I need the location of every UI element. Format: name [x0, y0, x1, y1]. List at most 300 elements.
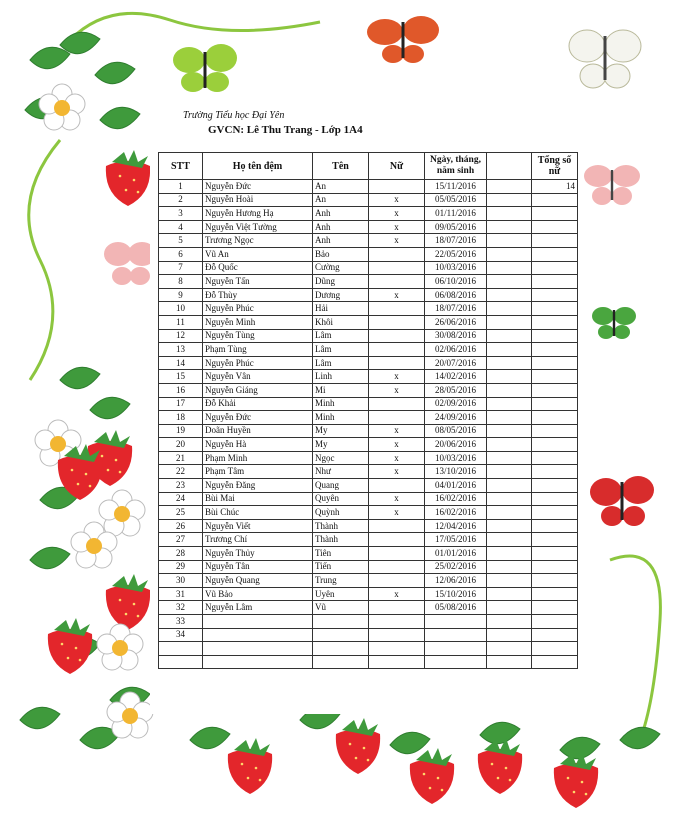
cell-dob: 06/10/2016	[425, 275, 487, 289]
cell-stt: 27	[159, 533, 203, 547]
table-row	[159, 615, 578, 629]
cell-surname	[203, 642, 313, 656]
cell-name	[313, 628, 369, 642]
butterfly-pink	[104, 242, 156, 285]
cell-name: Vũ	[313, 601, 369, 615]
strawberry-flower	[99, 490, 145, 536]
cell-total-female	[532, 424, 578, 438]
cell-name: Uyên	[313, 587, 369, 601]
cell-female	[369, 180, 425, 194]
cell-blank	[487, 207, 532, 221]
cell-blank	[487, 234, 532, 248]
cell-female: x	[369, 587, 425, 601]
student-roster-table	[158, 152, 578, 669]
cell-total-female	[532, 574, 578, 588]
cell-female: x	[369, 424, 425, 438]
strawberry-flower	[39, 84, 85, 130]
cell-dob: 18/07/2016	[425, 234, 487, 248]
cell-stt: 28	[159, 547, 203, 561]
cell-surname	[203, 615, 313, 629]
cell-dob: 06/08/2016	[425, 288, 487, 302]
cell-stt: 12	[159, 329, 203, 343]
table-row	[159, 479, 578, 493]
column-header-stt: STT	[159, 153, 203, 180]
cell-surname: Phạm Tùng	[203, 343, 313, 357]
cell-surname: Nguyễn Hương Hạ	[203, 207, 313, 221]
table-row	[159, 519, 578, 533]
cell-stt: 33	[159, 615, 203, 629]
cell-dob: 02/09/2016	[425, 397, 487, 411]
cell-stt: 26	[159, 519, 203, 533]
cell-dob	[425, 628, 487, 642]
cell-name: Quyên	[313, 492, 369, 506]
cell-blank	[487, 628, 532, 642]
cell-dob: 20/07/2016	[425, 356, 487, 370]
cell-blank	[487, 506, 532, 520]
cell-name: Khôi	[313, 315, 369, 329]
table-row	[159, 288, 578, 302]
cell-dob: 28/05/2016	[425, 383, 487, 397]
cell-total-female	[532, 519, 578, 533]
cell-stt: 14	[159, 356, 203, 370]
cell-name: An	[313, 180, 369, 194]
cell-total-female	[532, 628, 578, 642]
cell-blank	[487, 220, 532, 234]
cell-surname: Nguyễn Tùng	[203, 329, 313, 343]
strawberry	[478, 738, 522, 794]
cell-female	[369, 302, 425, 316]
cell-surname: Đỗ Quốc	[203, 261, 313, 275]
cell-total-female	[532, 492, 578, 506]
cell-dob: 10/03/2016	[425, 261, 487, 275]
cell-female: x	[369, 438, 425, 452]
cell-female: x	[369, 506, 425, 520]
cell-female	[369, 411, 425, 425]
cell-dob: 05/05/2016	[425, 193, 487, 207]
cell-female: x	[369, 220, 425, 234]
cell-blank	[487, 601, 532, 615]
cell-surname: Nguyễn Tân	[203, 560, 313, 574]
cell-name: Quỳnh	[313, 506, 369, 520]
cell-blank	[487, 438, 532, 452]
butterfly-red	[590, 476, 654, 526]
school-name: Trường Tiểu học Đại Yên	[183, 110, 285, 121]
table-row	[159, 397, 578, 411]
cell-female: x	[369, 492, 425, 506]
table-row	[159, 411, 578, 425]
cell-dob: 05/08/2016	[425, 601, 487, 615]
cell-female	[369, 479, 425, 493]
table-row	[159, 547, 578, 561]
cell-female	[369, 329, 425, 343]
cell-total-female	[532, 587, 578, 601]
table-row	[159, 574, 578, 588]
table-row	[159, 424, 578, 438]
cell-dob: 30/08/2016	[425, 329, 487, 343]
table-row	[159, 261, 578, 275]
cell-name: Dương	[313, 288, 369, 302]
cell-surname: Trương Ngọc	[203, 234, 313, 248]
cell-stt	[159, 655, 203, 669]
cell-blank	[487, 479, 532, 493]
cell-surname: Nguyễn Đức	[203, 411, 313, 425]
cell-stt: 13	[159, 343, 203, 357]
table-row	[159, 438, 578, 452]
cell-dob	[425, 642, 487, 656]
cell-total-female	[532, 601, 578, 615]
cell-name: Anh	[313, 234, 369, 248]
cell-female	[369, 615, 425, 629]
cell-blank	[487, 451, 532, 465]
cell-blank	[487, 547, 532, 561]
cell-blank	[487, 383, 532, 397]
table-row	[159, 343, 578, 357]
cell-female	[369, 315, 425, 329]
butterfly-pink	[584, 165, 640, 205]
cell-blank	[487, 370, 532, 384]
table-row	[159, 220, 578, 234]
cell-total-female	[532, 288, 578, 302]
cell-female	[369, 560, 425, 574]
cell-total-female	[532, 642, 578, 656]
cell-blank	[487, 343, 532, 357]
cell-surname: Nguyễn Hà	[203, 438, 313, 452]
cell-surname: Nguyễn Tấn	[203, 275, 313, 289]
cell-name: Thành	[313, 533, 369, 547]
cell-name: Tiên	[313, 547, 369, 561]
cell-total-female	[532, 533, 578, 547]
cell-blank	[487, 587, 532, 601]
cell-total-female: 14	[532, 180, 578, 194]
cell-female	[369, 574, 425, 588]
butterfly-orange	[367, 16, 439, 63]
cell-total-female	[532, 383, 578, 397]
cell-stt: 10	[159, 302, 203, 316]
cell-dob: 14/02/2016	[425, 370, 487, 384]
strawberry	[106, 150, 150, 206]
cell-name: Ngọc	[313, 451, 369, 465]
cell-total-female	[532, 560, 578, 574]
cell-total-female	[532, 370, 578, 384]
table-row	[159, 465, 578, 479]
cell-total-female	[532, 411, 578, 425]
cell-dob: 20/06/2016	[425, 438, 487, 452]
cell-blank	[487, 533, 532, 547]
cell-blank	[487, 329, 532, 343]
cell-stt: 22	[159, 465, 203, 479]
cell-total-female	[532, 451, 578, 465]
cell-dob: 13/10/2016	[425, 465, 487, 479]
table-row	[159, 506, 578, 520]
cell-total-female	[532, 506, 578, 520]
cell-female	[369, 247, 425, 261]
cell-blank	[487, 302, 532, 316]
cell-name: An	[313, 193, 369, 207]
cell-blank	[487, 288, 532, 302]
cell-stt: 6	[159, 247, 203, 261]
cell-dob: 26/06/2016	[425, 315, 487, 329]
cell-name: Minh	[313, 411, 369, 425]
cell-dob: 15/11/2016	[425, 180, 487, 194]
cell-stt: 11	[159, 315, 203, 329]
cell-surname: Vũ An	[203, 247, 313, 261]
cell-female	[369, 655, 425, 669]
cell-dob: 15/10/2016	[425, 587, 487, 601]
cell-name: Quang	[313, 479, 369, 493]
cell-surname	[203, 655, 313, 669]
cell-name	[313, 615, 369, 629]
cell-stt: 7	[159, 261, 203, 275]
cell-stt: 29	[159, 560, 203, 574]
cell-female	[369, 601, 425, 615]
cell-stt: 4	[159, 220, 203, 234]
cell-stt: 15	[159, 370, 203, 384]
cell-stt: 3	[159, 207, 203, 221]
cell-blank	[487, 247, 532, 261]
strawberry-flower	[97, 624, 143, 670]
column-header-female: Nữ	[369, 153, 425, 180]
cell-blank	[487, 424, 532, 438]
leaf-cluster	[25, 32, 140, 128]
cell-dob: 17/05/2016	[425, 533, 487, 547]
cell-surname: Nguyễn Viết	[203, 519, 313, 533]
cell-female	[369, 356, 425, 370]
strawberry	[48, 618, 92, 674]
cell-total-female	[532, 655, 578, 669]
cell-blank	[487, 356, 532, 370]
cell-total-female	[532, 193, 578, 207]
strawberry	[336, 718, 380, 774]
column-header-total-female: Tổng số nữ	[532, 153, 578, 180]
table-row	[159, 533, 578, 547]
cell-female: x	[369, 465, 425, 479]
cell-surname: Nguyễn Phúc	[203, 302, 313, 316]
cell-blank	[487, 642, 532, 656]
table-row	[159, 560, 578, 574]
cell-surname: Nguyễn Đăng	[203, 479, 313, 493]
cell-surname: Nguyễn Thủy	[203, 547, 313, 561]
cell-name: Như	[313, 465, 369, 479]
table-row	[159, 356, 578, 370]
cell-dob: 16/02/2016	[425, 506, 487, 520]
cell-stt	[159, 642, 203, 656]
cell-total-female	[532, 397, 578, 411]
cell-female: x	[369, 207, 425, 221]
cell-stt: 20	[159, 438, 203, 452]
cell-female	[369, 397, 425, 411]
cell-dob: 18/07/2016	[425, 302, 487, 316]
cell-blank	[487, 519, 532, 533]
cell-female	[369, 628, 425, 642]
cell-stt: 9	[159, 288, 203, 302]
cell-blank	[487, 655, 532, 669]
cell-name: Lâm	[313, 343, 369, 357]
cell-female: x	[369, 383, 425, 397]
cell-name: Lâm	[313, 329, 369, 343]
cell-blank	[487, 261, 532, 275]
cell-surname: Phạm Minh	[203, 451, 313, 465]
cell-surname: Nguyễn Đức	[203, 180, 313, 194]
cell-stt: 24	[159, 492, 203, 506]
cell-female	[369, 519, 425, 533]
cell-dob: 10/03/2016	[425, 451, 487, 465]
cell-dob: 12/04/2016	[425, 519, 487, 533]
cell-name: Anh	[313, 207, 369, 221]
cell-name: My	[313, 438, 369, 452]
cell-name: Linh	[313, 370, 369, 384]
table-row	[159, 601, 578, 615]
table-row	[159, 302, 578, 316]
cell-total-female	[532, 261, 578, 275]
cell-total-female	[532, 315, 578, 329]
cell-dob: 22/05/2016	[425, 247, 487, 261]
cell-surname: Nguyễn Việt Tường	[203, 220, 313, 234]
cell-total-female	[532, 275, 578, 289]
cell-dob: 09/05/2016	[425, 220, 487, 234]
cell-surname: Vũ Bảo	[203, 587, 313, 601]
strawberry	[554, 752, 598, 808]
cell-female: x	[369, 288, 425, 302]
cell-total-female	[532, 479, 578, 493]
cell-surname: Bùi Mai	[203, 492, 313, 506]
strawberry	[410, 748, 454, 804]
cell-total-female	[532, 615, 578, 629]
cell-surname: Nguyễn Phúc	[203, 356, 313, 370]
cell-dob: 01/11/2016	[425, 207, 487, 221]
table-row	[159, 180, 578, 194]
cell-blank	[487, 193, 532, 207]
cell-total-female	[532, 220, 578, 234]
cell-female: x	[369, 193, 425, 207]
cell-blank	[487, 492, 532, 506]
cell-female: x	[369, 370, 425, 384]
cell-stt: 32	[159, 601, 203, 615]
cell-surname: Đỗ Thùy	[203, 288, 313, 302]
cell-total-female	[532, 234, 578, 248]
cell-surname: Đỗ Khải	[203, 397, 313, 411]
cell-stt: 21	[159, 451, 203, 465]
table-row	[159, 275, 578, 289]
cell-blank	[487, 574, 532, 588]
cell-surname: Phạm Tâm	[203, 465, 313, 479]
cell-blank	[487, 315, 532, 329]
cell-stt: 34	[159, 628, 203, 642]
cell-female	[369, 642, 425, 656]
column-header-surname: Họ tên đệm	[203, 153, 313, 180]
cell-dob: 04/01/2016	[425, 479, 487, 493]
cell-dob: 08/05/2016	[425, 424, 487, 438]
butterfly-outline	[569, 30, 641, 88]
cell-blank	[487, 411, 532, 425]
cell-dob: 25/02/2016	[425, 560, 487, 574]
cell-total-female	[532, 302, 578, 316]
cell-blank	[487, 275, 532, 289]
butterfly-green	[173, 44, 237, 92]
cell-name: Anh	[313, 220, 369, 234]
cell-female	[369, 261, 425, 275]
cell-name: Tiến	[313, 560, 369, 574]
cell-total-female	[532, 207, 578, 221]
cell-total-female	[532, 547, 578, 561]
table-row	[159, 329, 578, 343]
cell-female	[369, 533, 425, 547]
cell-surname: Nguyễn Minh	[203, 315, 313, 329]
cell-name	[313, 655, 369, 669]
cell-blank	[487, 397, 532, 411]
cell-surname: Nguyễn Quang	[203, 574, 313, 588]
cell-surname: Trương Chí	[203, 533, 313, 547]
cell-surname: Bùi Chúc	[203, 506, 313, 520]
cell-name: Thành	[313, 519, 369, 533]
cell-name: Mi	[313, 383, 369, 397]
cell-name: Minh	[313, 397, 369, 411]
cell-dob: 01/01/2016	[425, 547, 487, 561]
strawberry	[228, 738, 272, 794]
cell-female: x	[369, 451, 425, 465]
table-row	[159, 451, 578, 465]
cell-name: Dũng	[313, 275, 369, 289]
cell-blank	[487, 180, 532, 194]
cell-dob: 24/09/2016	[425, 411, 487, 425]
cell-surname	[203, 628, 313, 642]
table-row	[159, 642, 578, 656]
cell-total-female	[532, 247, 578, 261]
cell-total-female	[532, 343, 578, 357]
cell-name: Hải	[313, 302, 369, 316]
table-header-row	[159, 153, 578, 180]
cell-total-female	[532, 356, 578, 370]
cell-surname: Doãn Huyền	[203, 424, 313, 438]
cell-dob	[425, 615, 487, 629]
cell-total-female	[532, 438, 578, 452]
cell-stt: 19	[159, 424, 203, 438]
cell-stt: 2	[159, 193, 203, 207]
cell-surname: Nguyễn Lâm	[203, 601, 313, 615]
cell-stt: 5	[159, 234, 203, 248]
cell-stt: 18	[159, 411, 203, 425]
cell-female	[369, 343, 425, 357]
table-row	[159, 655, 578, 669]
column-header-name: Tên	[313, 153, 369, 180]
table-row	[159, 628, 578, 642]
teacher-class-heading: GVCN: Lê Thu Trang - Lớp 1A4	[208, 124, 363, 136]
cell-female	[369, 275, 425, 289]
cell-total-female	[532, 465, 578, 479]
table-body	[159, 180, 578, 669]
cell-dob: 02/06/2016	[425, 343, 487, 357]
table-row	[159, 234, 578, 248]
cell-name: Lâm	[313, 356, 369, 370]
cell-female: x	[369, 234, 425, 248]
cell-female	[369, 547, 425, 561]
table-row	[159, 370, 578, 384]
cell-stt: 1	[159, 180, 203, 194]
cell-blank	[487, 465, 532, 479]
cell-stt: 31	[159, 587, 203, 601]
table-row	[159, 587, 578, 601]
table-row	[159, 193, 578, 207]
cell-total-female	[532, 329, 578, 343]
cell-name: Cường	[313, 261, 369, 275]
cell-stt: 30	[159, 574, 203, 588]
cell-stt: 25	[159, 506, 203, 520]
cell-name: Bảo	[313, 247, 369, 261]
cell-name	[313, 642, 369, 656]
cell-blank	[487, 615, 532, 629]
column-header-blank	[487, 153, 532, 180]
table-row	[159, 315, 578, 329]
cell-surname: Nguyễn Hoài	[203, 193, 313, 207]
